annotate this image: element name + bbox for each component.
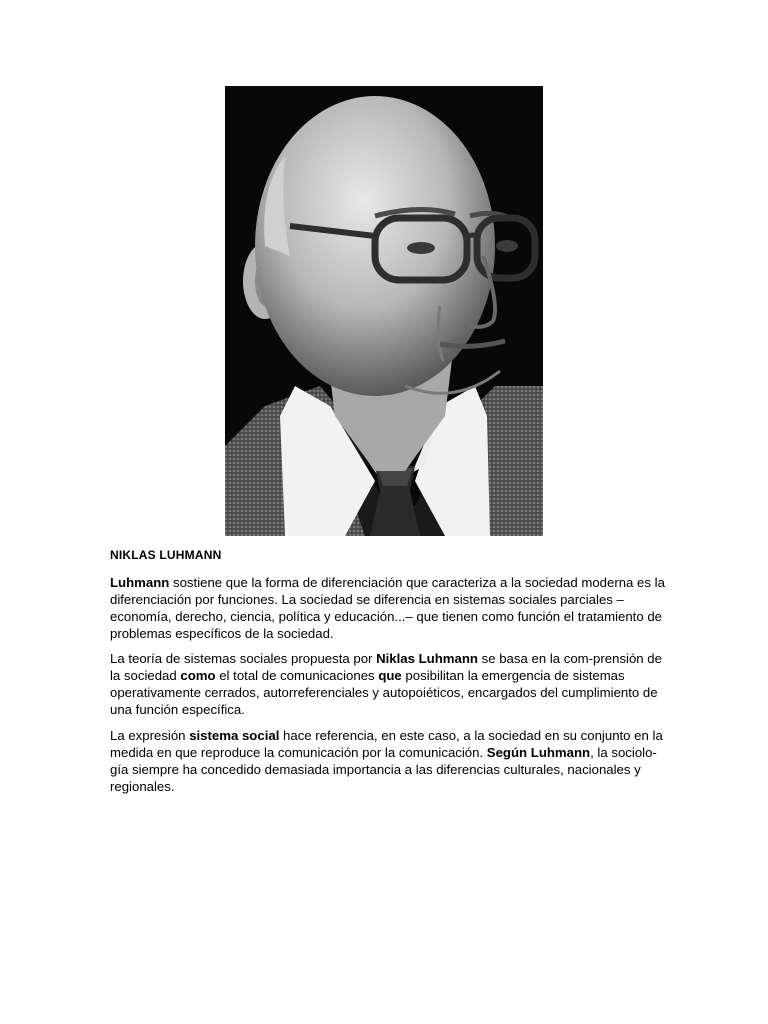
text-run: , la sociolo- gía siempre ha concedido demasiada importancia a las diferencias culturales, nacionales y regionales.	[110, 745, 657, 794]
text-run: sostiene que la forma de diferenciación que caracteriza a la sociedad moderna es la diferenciación por funciones. La sociedad se diferencia en sistemas sociales parciales –economía, derecho, ciencia, política y educación...– que tienen como función el tratamiento de problemas específicos de la sociedad.	[110, 575, 665, 641]
bold-text-run: Niklas Luhmann	[376, 651, 478, 666]
text-run: La expresión	[110, 728, 190, 743]
bold-text-run: que	[378, 668, 402, 683]
text-run: el total de comunicaciones	[215, 668, 379, 683]
page-heading: NIKLAS LUHMANN	[110, 548, 222, 562]
paragraph-2	[110, 650, 670, 718]
text-run: hace referencia, en este caso, a la sociedad en su conjunto en la medida en que reproduce la comunicación por la comunicación.	[110, 728, 663, 760]
paragraph-1	[110, 574, 670, 642]
text-run: se basa en la com-prensión de la sociedad	[110, 651, 662, 683]
bold-text-run: sistema social	[189, 728, 280, 743]
paragraph-3	[110, 727, 670, 795]
bold-text-run: Según Luhmann	[486, 745, 591, 760]
bold-text-run: como	[180, 668, 216, 683]
portrait-photo	[225, 86, 543, 536]
bold-text-run: Luhmann	[110, 575, 170, 590]
text-run: La teoría de sistemas sociales propuesta por	[110, 651, 377, 666]
text-run: posibilitan la emergencia de sistemas operativamente cerrados, autorreferenciales y autopoiéticos, encargados del cumplimiento de una función específica.	[110, 668, 658, 717]
portrait-illustration	[225, 86, 543, 536]
